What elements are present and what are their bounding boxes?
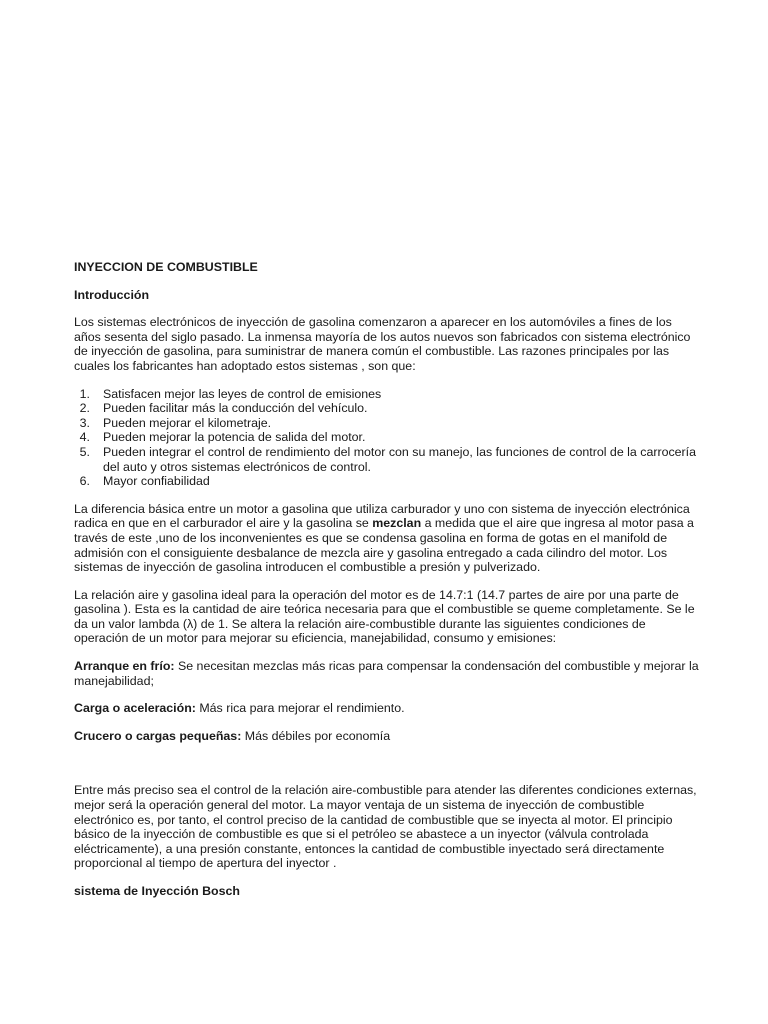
list-number: 6. [79, 474, 90, 489]
condition-load [74, 701, 700, 716]
intro-paragraph: Los sistemas electrónicos de inyección de gasolina comenzaron a aparecer en los automóviles a fines de los años sesenta del siglo pasado. La inmensa mayoría de los autos nuevos son fabricados con sistema electrónico de inyección de gasolina, para suministrar de manera común el combustible. Las razones principales por las cuales los fabricantes han adoptado estos sistemas , son que: [74, 315, 691, 373]
list-text: Pueden facilitar más la conducción del vehículo. [103, 401, 368, 416]
list-text: Pueden mejorar el kilometraje. [103, 415, 272, 430]
list-item [74, 387, 700, 402]
list-text: Pueden mejorar la potencia de salida del motor. [103, 430, 366, 445]
list-number: 4. [79, 430, 90, 445]
list-item [74, 474, 700, 489]
section-heading-introduccion: Introducción [74, 287, 150, 302]
list-item [74, 401, 700, 416]
list-number: 5. [79, 444, 90, 459]
list-number: 2. [79, 401, 90, 416]
condition-label: Carga o aceleración: [74, 701, 196, 716]
document-page [74, 260, 700, 899]
difference-text-after: a medida que el aire que ingresa al motor pasa a través de este ,uno de los inconvenientes es que se condensa gasolina en forma de gotas en el manifold de admisión con el consiguiente desbalance de mezcla aire y gasolina entregado a cada cilindro del motor. Los sistemas de inyección de gasolina introducen el combustible a presión y pulverizado. [74, 516, 694, 575]
condition-text: Más débiles por economía [241, 728, 391, 743]
list-text: Mayor confiabilidad [103, 474, 210, 489]
reasons-list [74, 387, 700, 489]
document-title: INYECCION DE COMBUSTIBLE [74, 260, 258, 274]
condition-text: Se necesitan mezclas más ricas para compensar la condensación del combustible y mejorar la manejabilidad; [74, 659, 699, 688]
condition-cold-start [74, 659, 700, 688]
list-item [74, 430, 700, 445]
control-paragraph: Entre más preciso sea el control de la relación aire-combustible para atender las diferentes condiciones externas, mejor será la operación general del motor. La mayor ventaja de un sistema de inyección de combustible electrónico es, por tanto, el control preciso de la cantidad de combustible que se inyecta al motor. El principio básico de la inyección de combustible es que si el petróleo se abastece a un inyector (válvula controlada eléctricamente), a una presión constante, entonces la cantidad de combustible inyectado será directamente proporcional al tiempo de apertura del inyector . [74, 783, 697, 871]
difference-paragraph [74, 502, 700, 575]
list-number: 3. [79, 415, 90, 430]
condition-label: Arranque en frío: [74, 659, 175, 674]
list-number: 1. [79, 386, 90, 401]
section-heading-bosch: sistema de Inyección Bosch [74, 884, 240, 898]
ratio-paragraph: La relación aire y gasolina ideal para la operación del motor es de 14.7:1 (14.7 partes de aire por una parte de gasolina ). Esta es la cantidad de aire teórica necesaria para que el combustible se queme completamente. Se le da un valor lambda (λ) de 1. Se altera la relación aire-combustible durante las siguientes condiciones de operación de un motor para mejorar su eficiencia, manejabilidad, consumo y emisiones: [74, 587, 695, 646]
list-item [74, 445, 700, 474]
difference-text-before: La diferencia básica entre un motor a gasolina que utiliza carburador y uno con sistema de inyección electrónica radica en que en el carburador el aire y la gasolina se [74, 501, 690, 531]
condition-label: Crucero o cargas pequeñas: [74, 728, 242, 743]
list-item [74, 416, 700, 431]
blank-space [74, 756, 700, 783]
list-text: Satisfacen mejor las leyes de control de emisiones [103, 386, 382, 401]
condition-cruise [74, 729, 700, 744]
condition-text: Más rica para mejorar el rendimiento. [195, 701, 405, 716]
list-text: Pueden integrar el control de rendimiento del motor con su manejo, las funciones de control de la carrocería del auto y otros sistemas electrónicos de control. [103, 444, 697, 474]
difference-bold-word: mezclan [372, 516, 422, 531]
